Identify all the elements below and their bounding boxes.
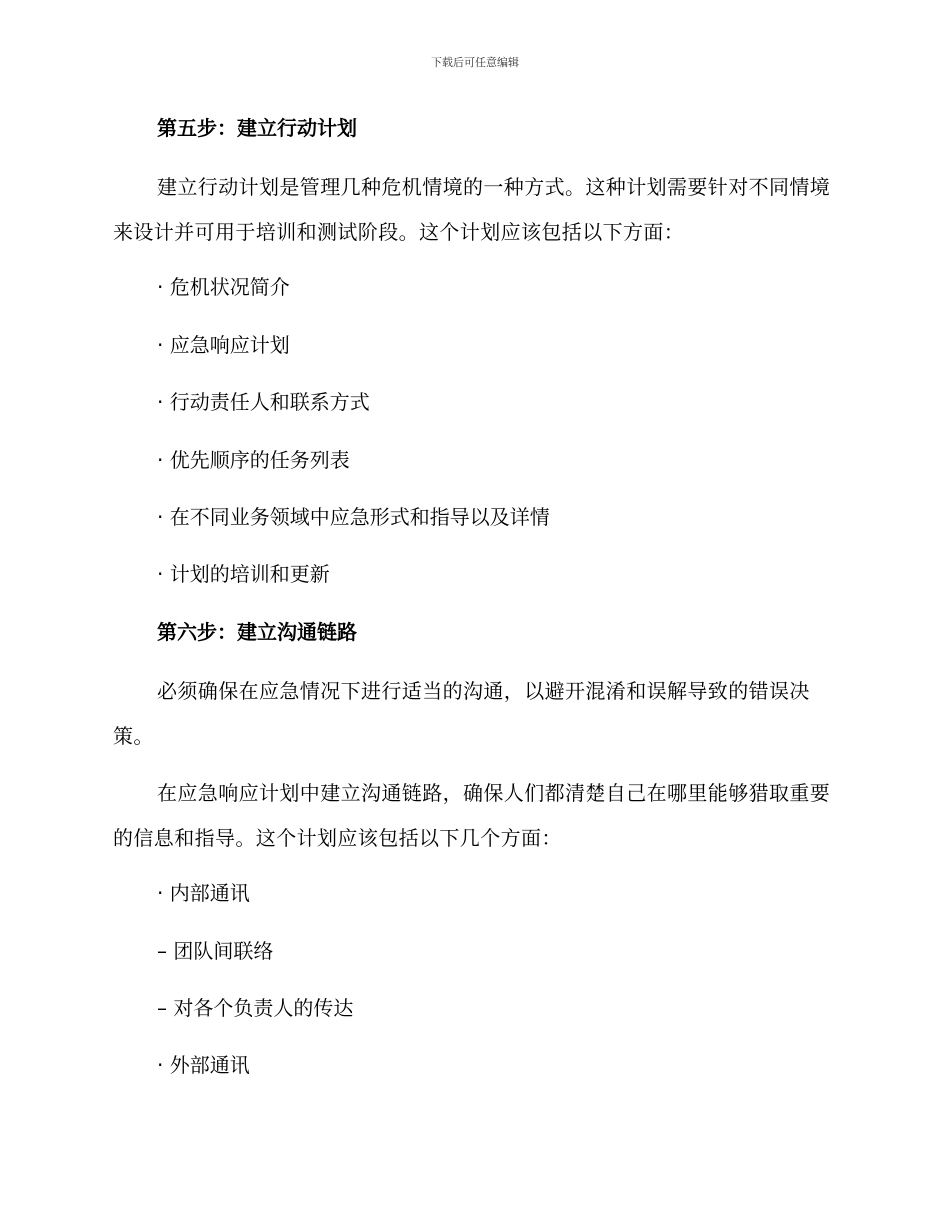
section5-list-item: · 应急响应计划 [157, 332, 290, 357]
document-body [113, 108, 833, 1103]
section5-list-item: · 计划的培训和更新 [157, 562, 330, 587]
section6-heading: 第六步：建立沟通链路 [157, 619, 357, 644]
section5-paragraph: 建立行动计划是管理几种危机情境的一种方式。这种计划需要针对不同情境来设计并可用于培训和测试阶段。这个计划应该包括以下方面： [113, 175, 831, 245]
section6-paragraph-1: 必须确保在应急情况下进行适当的沟通，以避开混淆和误解导致的错误决策。 [113, 679, 810, 749]
section6-list-item: – 对各个负责人的传达 [157, 995, 354, 1020]
section5-list-item: · 危机状况简介 [157, 275, 290, 300]
page-header: 下载后可任意编辑 [431, 56, 519, 69]
section5-heading: 第五步：建立行动计划 [157, 116, 357, 140]
section5-list-item: · 行动责任人和联系方式 [157, 390, 370, 415]
section6-list-item: – 团队间联络 [157, 938, 274, 963]
section5-list-item: · 优先顺序的任务列表 [157, 447, 350, 472]
section6-list-item: · 内部通讯 [157, 881, 250, 906]
section6-list-item: · 外部通讯 [157, 1053, 250, 1078]
section5-list-item: · 在不同业务领域中应急形式和指导以及详情 [157, 504, 550, 529]
section6-paragraph-2: 在应急响应计划中建立沟通链路，确保人们都清楚自己在哪里能够猎取重要的信息和指导。这个计划应该包括以下几个方面： [113, 781, 831, 851]
